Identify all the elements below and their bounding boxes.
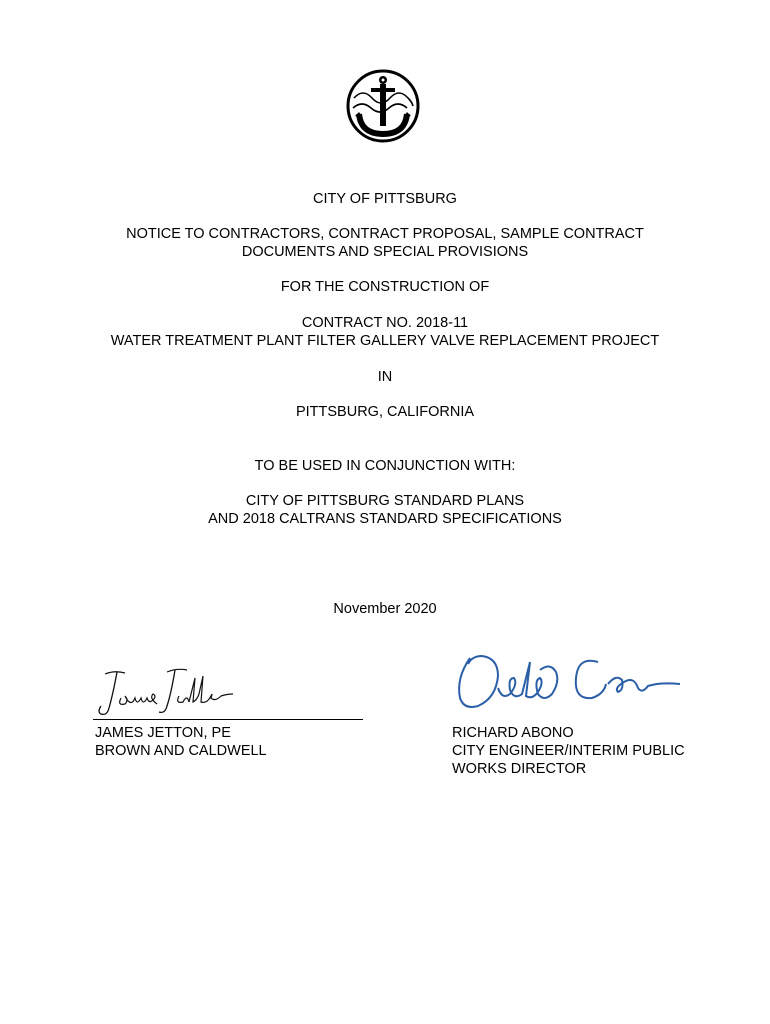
right-signatory-title-line-1: CITY ENGINEER/INTERIM PUBLIC (452, 743, 685, 759)
left-signatory-name: JAMES JETTON, PE (95, 725, 231, 741)
left-signatory (95, 724, 267, 760)
anchor-seal-icon (345, 68, 421, 144)
right-signatory-title-line-2: WORKS DIRECTOR (452, 761, 587, 777)
right-signatory (452, 724, 685, 778)
conjunction-intro: TO BE USED IN CONJUNCTION WITH: (254, 458, 516, 474)
abono-signature (452, 648, 682, 720)
notice-title-line-1: NOTICE TO CONTRACTORS, CONTRACT PROPOSAL, SAMPLE CONTRACT (126, 226, 644, 242)
standard-specs-line: AND 2018 CALTRANS STANDARD SPECIFICATIONS (208, 511, 562, 527)
notice-title-line-2: DOCUMENTS AND SPECIAL PROVISIONS (241, 244, 529, 260)
jetton-signature (95, 664, 235, 720)
right-signatory-name: RICHARD ABONO (452, 725, 574, 741)
project-location: PITTSBURG, CALIFORNIA (295, 404, 475, 420)
project-name: WATER TREATMENT PLANT FILTER GALLERY VALVE REPLACEMENT PROJECT (110, 333, 660, 349)
for-construction-text: FOR THE CONSTRUCTION OF (280, 279, 490, 295)
contract-number: CONTRACT NO. 2018-11 (301, 315, 469, 331)
agency-title: CITY OF PITTSBURG (313, 191, 457, 207)
standard-plans-line: CITY OF PITTSBURG STANDARD PLANS (245, 493, 525, 509)
signature-line (93, 719, 363, 720)
document-date: November 2020 (333, 601, 437, 617)
left-signatory-org: BROWN AND CALDWELL (95, 743, 267, 759)
in-text: IN (377, 369, 393, 385)
